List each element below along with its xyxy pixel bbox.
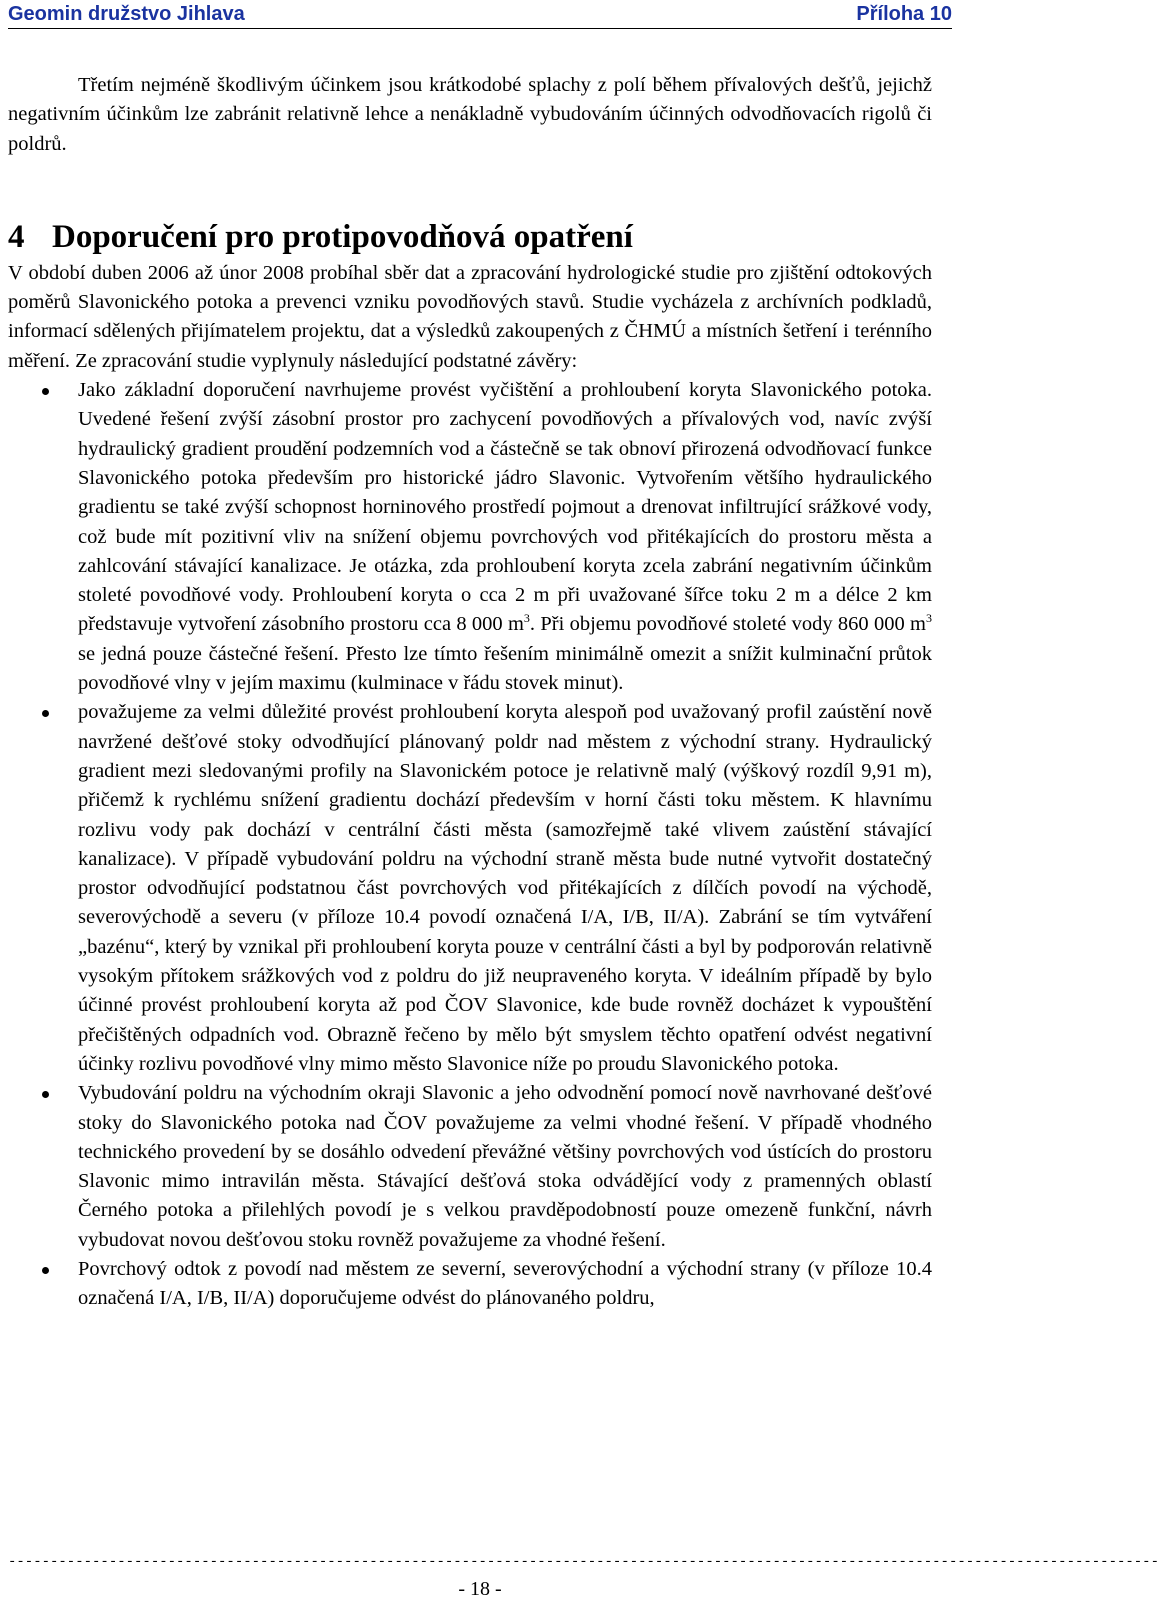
page-body: [8, 71, 932, 1314]
header-rule: [8, 28, 952, 29]
bullet-icon: [42, 388, 49, 395]
page-number: - 18 -: [458, 1578, 502, 1600]
list-item: [8, 1079, 932, 1255]
header-organization: Geomin družstvo Jihlava: [8, 3, 245, 25]
list-item-text-part: Jako základní doporučení navrhujeme provést vyčištění a prohloubení koryta Slavonického potoka. Uvedené řešení zvýší zásobní prostor pro zachycení povodňových a přívalových vod, navíc zvýší hydraulický gradient proudění podzemních vod a částečně se tak obnoví přirozená odvodňovací funkce Slavonického potoka především pro historické jádro Slavonic. Vytvořením většího hydraulického gradientu se také zvýší schopnost horninového prostředí pojmout a drenovat infiltrující srážkové vody, což bude mít pozitivní vliv na snížení objemu povrchových vod přitékajících do prostoru města a zahlcování stávající kanalizace. Je otázka, zda prohloubení koryta zcela zabrání negativním účinkům stoleté povodňové vody. Prohloubení koryta o cca 2 m při uvažované šířce toku 2 m a délce 2 km představuje vytvoření zásobního prostoru cca 8 000 m: [78, 379, 932, 636]
list-item-text: Povrchový odtok z povodí nad městem ze severní, severovýchodní a východní strany (v příloze 10.4 označená I/A, I/B, II/A) doporučujeme odvést do plánovaného poldru,: [78, 1257, 932, 1310]
intro-paragraph: Třetím nejméně škodlivým účinkem jsou krátkodobé splachy z polí během přívalových dešťů, jejichž negativním účinkům lze zabránit relativně lehce a nenákladně vybudováním účinných odvodňovacích rigolů či poldrů.: [8, 74, 932, 155]
header-appendix-label: Příloha 10: [856, 3, 952, 25]
bullet-icon: [42, 710, 49, 717]
list-item-text-part: se jedná pouze částečné řešení. Přesto lze tímto řešením minimálně omezit a snížit kulminační průtok povodňové vlny v jejím maximu (kulminace v řádu stovek minut).: [78, 642, 932, 695]
bullet-icon: [42, 1267, 49, 1274]
superscript: 3: [523, 611, 530, 626]
recommendation-list: [8, 376, 932, 1314]
list-item-text: považujeme za velmi důležité provést prohloubení koryta alespoň pod uvažovaný profil zaústění nově navržené dešťové stoky odvodňující plánovaný poldr nad městem z východní strany. Hydraulický gradient mezi sledovanými profily na Slavonickém potoce je relativně malý (výškový rozdíl 9,91 m), přičemž k rychlému snížení gradientu dochází především v horní části toku městem. K hlavnímu rozlivu vody pak dochází v centrální části města (samozřejmě také vlivem zaústění stávající kanalizace). V případě vybudování poldru na východní straně města bude nutné vytvořit dostatečný prostor odvodňující podstatnou část povrchových vod přitékajících z dílčích povodí na východě, severovýchodě a severu (v příloze 10.4 povodí označená I/A, I/B, II/A). Zabrání se tím vytváření „bazénu“, který by vznikal při prohloubení koryta pouze v centrální části a byl by podporován relativně vysokým přítokem srážkových vod z poldru do již neupraveného koryta. V ideálním případě by bylo účinné provést prohloubení koryta až pod ČOV Slavonice, kde bude rovněž docházet k vypouštění přečištěných odpadních vod. Obrazně řečeno by mělo být smyslem těchto opatření odvést negativní účinky rozlivu povodňové vlny mimo město Slavonice níže po proudu Slavonického potoka.: [78, 701, 932, 1075]
superscript: 3: [926, 611, 932, 626]
list-item-text: Vybudování poldru na východním okraji Slavonic a jeho odvodnění pomocí nově navrhované dešťové stoky do Slavonického potoka nad ČOV považujeme za velmi vhodné řešení. V případě vhodného technického provedení by se dosáhlo odvedení převážné většiny povrchových vod ústících do prostoru Slavonic mimo intravilán města. Stávající dešťová stoka odvádějící vody z pramenných oblastí Černého potoka a přilehlých povodí je s velkou pravděpodobností pouze omezeně funkční, návrh vybudovat novou dešťovou stoku rovněž považujeme za vhodné řešení.: [78, 1082, 932, 1251]
list-item: [8, 1255, 932, 1314]
list-item-text-part: . Při objemu povodňové stoleté vody 860 000 m: [529, 613, 926, 636]
bullet-icon: [42, 1091, 49, 1098]
footer-divider: -----------------------------------------------------------------------------------------------------------------------------------------: [8, 1554, 1159, 1570]
list-item: [8, 376, 932, 698]
page-header: [8, 2, 952, 26]
section-title: Doporučení pro protipovodňová opatření: [52, 218, 633, 255]
section-paragraph: V období duben 2006 až únor 2008 probíhal sběr dat a zpracování hydrologické studie pro zjištění odtokových poměrů Slavonického potoka a prevenci vzniku povodňových stavů. Studie vycházela z archívních podkladů, informací sdělených přijímatelem projektu, dat a výsledků zakoupených z ČHMÚ a místních šetření i terénního měření. Ze zpracování studie vyplynuly následující podstatné závěry:: [8, 261, 932, 372]
section-number: 4: [8, 218, 25, 255]
list-item: [8, 698, 932, 1079]
section-heading: [8, 159, 932, 259]
